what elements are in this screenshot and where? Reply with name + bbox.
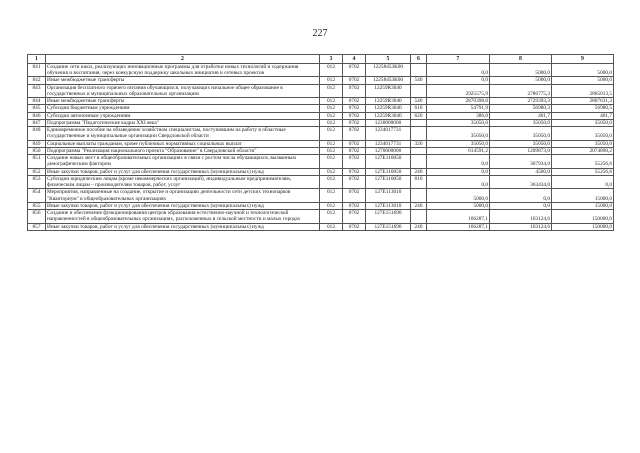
col-header: 2: [46, 55, 320, 64]
amount-year3: 35050,0: [552, 119, 614, 126]
ministry-code: 012: [320, 202, 343, 209]
row-number: 845: [28, 105, 46, 112]
amount-year2: 163124,6: [490, 210, 552, 224]
ministry-code: 012: [320, 155, 343, 169]
expense-type: [411, 189, 427, 203]
ministry-code: 012: [320, 223, 343, 230]
page-number: 227: [312, 28, 328, 39]
amount-year3: 2074890,2: [552, 147, 614, 154]
amount-year1: 0,0: [427, 63, 490, 77]
row-description: Создание новых мест в общеобразовательных организациях в связи с ростом числа обучающихся, вызванным демографическим фактором: [46, 155, 320, 169]
section-code: 0702: [343, 105, 366, 112]
expense-type: [411, 155, 427, 169]
target-code: 127Е151690: [366, 210, 411, 224]
target-code: 1230000000: [366, 119, 411, 126]
amount-year2: 363434,0: [490, 175, 552, 189]
row-number: 850: [28, 147, 46, 154]
amount-year3: 150000,0: [552, 210, 614, 224]
amount-year3: 2865013,5: [552, 84, 614, 98]
amount-year2: 5000,0: [490, 63, 552, 77]
amount-year1: 35050,0: [427, 119, 490, 126]
section-code: 0702: [343, 98, 366, 105]
target-code: 12258453К00: [366, 63, 411, 77]
expense-type: 540: [411, 77, 427, 84]
amount-year3: 55256,6: [552, 168, 614, 175]
amount-year2: 56980,3: [490, 105, 552, 112]
col-header: 4: [343, 55, 366, 64]
expense-type: 610: [411, 105, 427, 112]
table-row: [28, 98, 614, 105]
col-header: 1: [28, 55, 46, 64]
target-code: 127Е110050: [366, 168, 411, 175]
budget-table: [27, 54, 614, 231]
expense-type: 240: [411, 202, 427, 209]
row-number: 842: [28, 77, 46, 84]
amount-year3: 5000,0: [552, 63, 614, 77]
row-description: Создание и обеспечение функционирования центров образования естественно-научной и технологической направленностей в общеобразовательных организациях, расположенных в сельской местности и малых городах: [46, 210, 320, 224]
col-header: 9: [552, 55, 614, 64]
expense-type: [411, 84, 427, 98]
ministry-code: 012: [320, 112, 343, 119]
amount-year1: 35050,0: [427, 140, 490, 147]
expense-type: [411, 119, 427, 126]
target-code: 127Е110050: [366, 175, 411, 189]
row-number: 852: [28, 168, 46, 175]
row-description: Иные закупки товаров, работ и услуг для обеспечения государственных (муниципальных) нужд: [46, 223, 320, 230]
row-number: 843: [28, 84, 46, 98]
target-code: 127Е151690: [366, 223, 411, 230]
amount-year2: 2729393,3: [490, 98, 552, 105]
row-number: 849: [28, 140, 46, 147]
row-description: Иные закупки товаров, работ и услуг для обеспечения государственных (муниципальных) нужд: [46, 168, 320, 175]
amount-year2: 35050,0: [490, 140, 552, 147]
amount-year2: 4500,0: [490, 168, 552, 175]
row-description: Субсидии юридическим лицам (кроме некоммерческих организаций), индивидуальным предпринимателям, физическим лицам – производителям товаров, работ, услуг: [46, 175, 320, 189]
amount-year3: 15000,0: [552, 189, 614, 203]
amount-year1: 2870398,0: [427, 98, 490, 105]
row-description: Мероприятия, направленные на создание, открытие и организацию деятельности сети детских технопарков "Кванториум" в общеобразовательных организациях: [46, 189, 320, 203]
expense-type: 620: [411, 112, 427, 119]
row-description: Субсидии бюджетным учреждениям: [46, 105, 320, 112]
row-number: 848: [28, 127, 46, 141]
table-row: [28, 112, 614, 119]
target-code: 1234017731: [366, 140, 411, 147]
amount-year2: 2786775,3: [490, 84, 552, 98]
target-code: 127Е110050: [366, 155, 411, 169]
amount-year2: 35050,0: [490, 127, 552, 141]
target-code: 12258453К00: [366, 77, 411, 84]
col-header: 6: [411, 55, 427, 64]
expense-type: 320: [411, 140, 427, 147]
table-row: [28, 63, 614, 77]
table-row: [28, 175, 614, 189]
amount-year3: 5000,0: [552, 77, 614, 84]
amount-year3: 35050,0: [552, 127, 614, 141]
ministry-code: 012: [320, 168, 343, 175]
section-code: 0702: [343, 119, 366, 126]
row-number: 844: [28, 98, 46, 105]
amount-year2: 1209873,0: [490, 147, 552, 154]
amount-year1: 0,0: [427, 155, 490, 169]
target-code: 1270000000: [366, 147, 411, 154]
row-number: 855: [28, 202, 46, 209]
amount-year3: 150000,0: [552, 223, 614, 230]
amount-year3: 35050,0: [552, 140, 614, 147]
expense-type: [411, 63, 427, 77]
row-description: Иные межбюджетные трансферты: [46, 77, 320, 84]
ministry-code: 012: [320, 175, 343, 189]
amount-year2: 0,0: [490, 202, 552, 209]
row-number: 853: [28, 175, 46, 189]
row-description: Организация бесплатного горячего питания обучающихся, получающих начальное общее образование в государственных и муниципальных образовательных организациях: [46, 84, 320, 98]
row-description: Иные межбюджетные трансферты: [46, 98, 320, 105]
amount-year1: 54791,9: [427, 105, 490, 112]
ministry-code: 012: [320, 147, 343, 154]
ministry-code: 012: [320, 77, 343, 84]
table-row: [28, 147, 614, 154]
section-code: 0702: [343, 112, 366, 119]
section-code: 0702: [343, 77, 366, 84]
row-description: Подпрограмма "Реализация национального проекта "Образование" в Свердловской области": [46, 147, 320, 154]
amount-year1: 614591,2: [427, 147, 490, 154]
table-row: [28, 223, 614, 230]
amount-year3: 401,7: [552, 112, 614, 119]
ministry-code: 012: [320, 119, 343, 126]
section-code: 0702: [343, 63, 366, 77]
amount-year1: 5000,0: [427, 189, 490, 203]
table-row: [28, 140, 614, 147]
table-row: [28, 168, 614, 175]
row-number: 857: [28, 223, 46, 230]
amount-year1: 5000,0: [427, 202, 490, 209]
table-row: [28, 105, 614, 112]
table-row: [28, 210, 614, 224]
amount-year3: 55256,6: [552, 155, 614, 169]
section-code: 0702: [343, 189, 366, 203]
expense-type: [411, 210, 427, 224]
amount-year3: 15000,0: [552, 202, 614, 209]
target-code: 1234017731: [366, 127, 411, 141]
amount-year1: 0,0: [427, 175, 490, 189]
amount-year3: 56980,5: [552, 105, 614, 112]
row-description: Единовременное пособие на обзаведение хозяйством специалистам, поступившим на работу в областные государственные и муниципальные организации Свердловской области: [46, 127, 320, 141]
ministry-code: 012: [320, 63, 343, 77]
row-number: 841: [28, 63, 46, 77]
amount-year2: 401,7: [490, 112, 552, 119]
amount-year2: 5000,0: [490, 77, 552, 84]
section-code: 0702: [343, 168, 366, 175]
section-code: 0702: [343, 155, 366, 169]
amount-year1: 166287,1: [427, 210, 490, 224]
table-row: [28, 84, 614, 98]
row-number: 847: [28, 119, 46, 126]
target-code: 12259R3040: [366, 98, 411, 105]
amount-year3: 0,0: [552, 175, 614, 189]
amount-year2: 163124,6: [490, 223, 552, 230]
row-number: 846: [28, 112, 46, 119]
section-code: 0702: [343, 223, 366, 230]
table-row: [28, 127, 614, 141]
expense-type: 540: [411, 98, 427, 105]
row-description: Субсидии автономным учреждениям: [46, 112, 320, 119]
row-number: 854: [28, 189, 46, 203]
amount-year1: 166287,1: [427, 223, 490, 230]
target-code: 127Е113010: [366, 202, 411, 209]
table-row: [28, 119, 614, 126]
target-code: 12259R3040: [366, 105, 411, 112]
amount-year1: 0,0: [427, 77, 490, 84]
col-header: 7: [427, 55, 490, 64]
expense-type: 240: [411, 223, 427, 230]
ministry-code: 012: [320, 127, 343, 141]
ministry-code: 012: [320, 140, 343, 147]
section-code: 0702: [343, 84, 366, 98]
ministry-code: 012: [320, 105, 343, 112]
section-code: 0702: [343, 127, 366, 141]
table-row: [28, 202, 614, 209]
row-description: Иные закупки товаров, работ и услуг для обеспечения государственных (муниципальных) нужд: [46, 202, 320, 209]
section-code: 0702: [343, 140, 366, 147]
section-code: 0702: [343, 210, 366, 224]
ministry-code: 012: [320, 210, 343, 224]
header-row: [28, 55, 614, 64]
col-header: 5: [366, 55, 411, 64]
target-code: 12259R3040: [366, 112, 411, 119]
table-row: [28, 189, 614, 203]
row-description: Создание сети школ, реализующих инновационные программы для отработки новых технологий и содержания обучения и воспитания, через конкурсную поддержку школьных инициатив и сетевых проектов: [46, 63, 320, 77]
amount-year1: 0,0: [427, 168, 490, 175]
amount-year2: 367934,0: [490, 155, 552, 169]
ministry-code: 012: [320, 189, 343, 203]
target-code: 127Е113010: [366, 189, 411, 203]
ministry-code: 012: [320, 84, 343, 98]
row-description: Подпрограмма "Педагогические кадры XXI века": [46, 119, 320, 126]
ministry-code: 012: [320, 98, 343, 105]
amount-year1: 2925575,9: [427, 84, 490, 98]
section-code: 0702: [343, 147, 366, 154]
col-header: 3: [320, 55, 343, 64]
section-code: 0702: [343, 202, 366, 209]
row-number: 856: [28, 210, 46, 224]
amount-year1: 386,0: [427, 112, 490, 119]
row-number: 851: [28, 155, 46, 169]
expense-type: 240: [411, 168, 427, 175]
table-row: [28, 77, 614, 84]
amount-year1: 35050,0: [427, 127, 490, 141]
amount-year2: 35050,0: [490, 119, 552, 126]
target-code: 12259R3040: [366, 84, 411, 98]
col-header: 8: [490, 55, 552, 64]
amount-year2: 0,0: [490, 189, 552, 203]
expense-type: 810: [411, 175, 427, 189]
expense-type: [411, 147, 427, 154]
expense-type: [411, 127, 427, 141]
amount-year3: 2807631,3: [552, 98, 614, 105]
row-description: Социальные выплаты гражданам, кроме публичных нормативных социальных выплат: [46, 140, 320, 147]
section-code: 0702: [343, 175, 366, 189]
table-row: [28, 155, 614, 169]
